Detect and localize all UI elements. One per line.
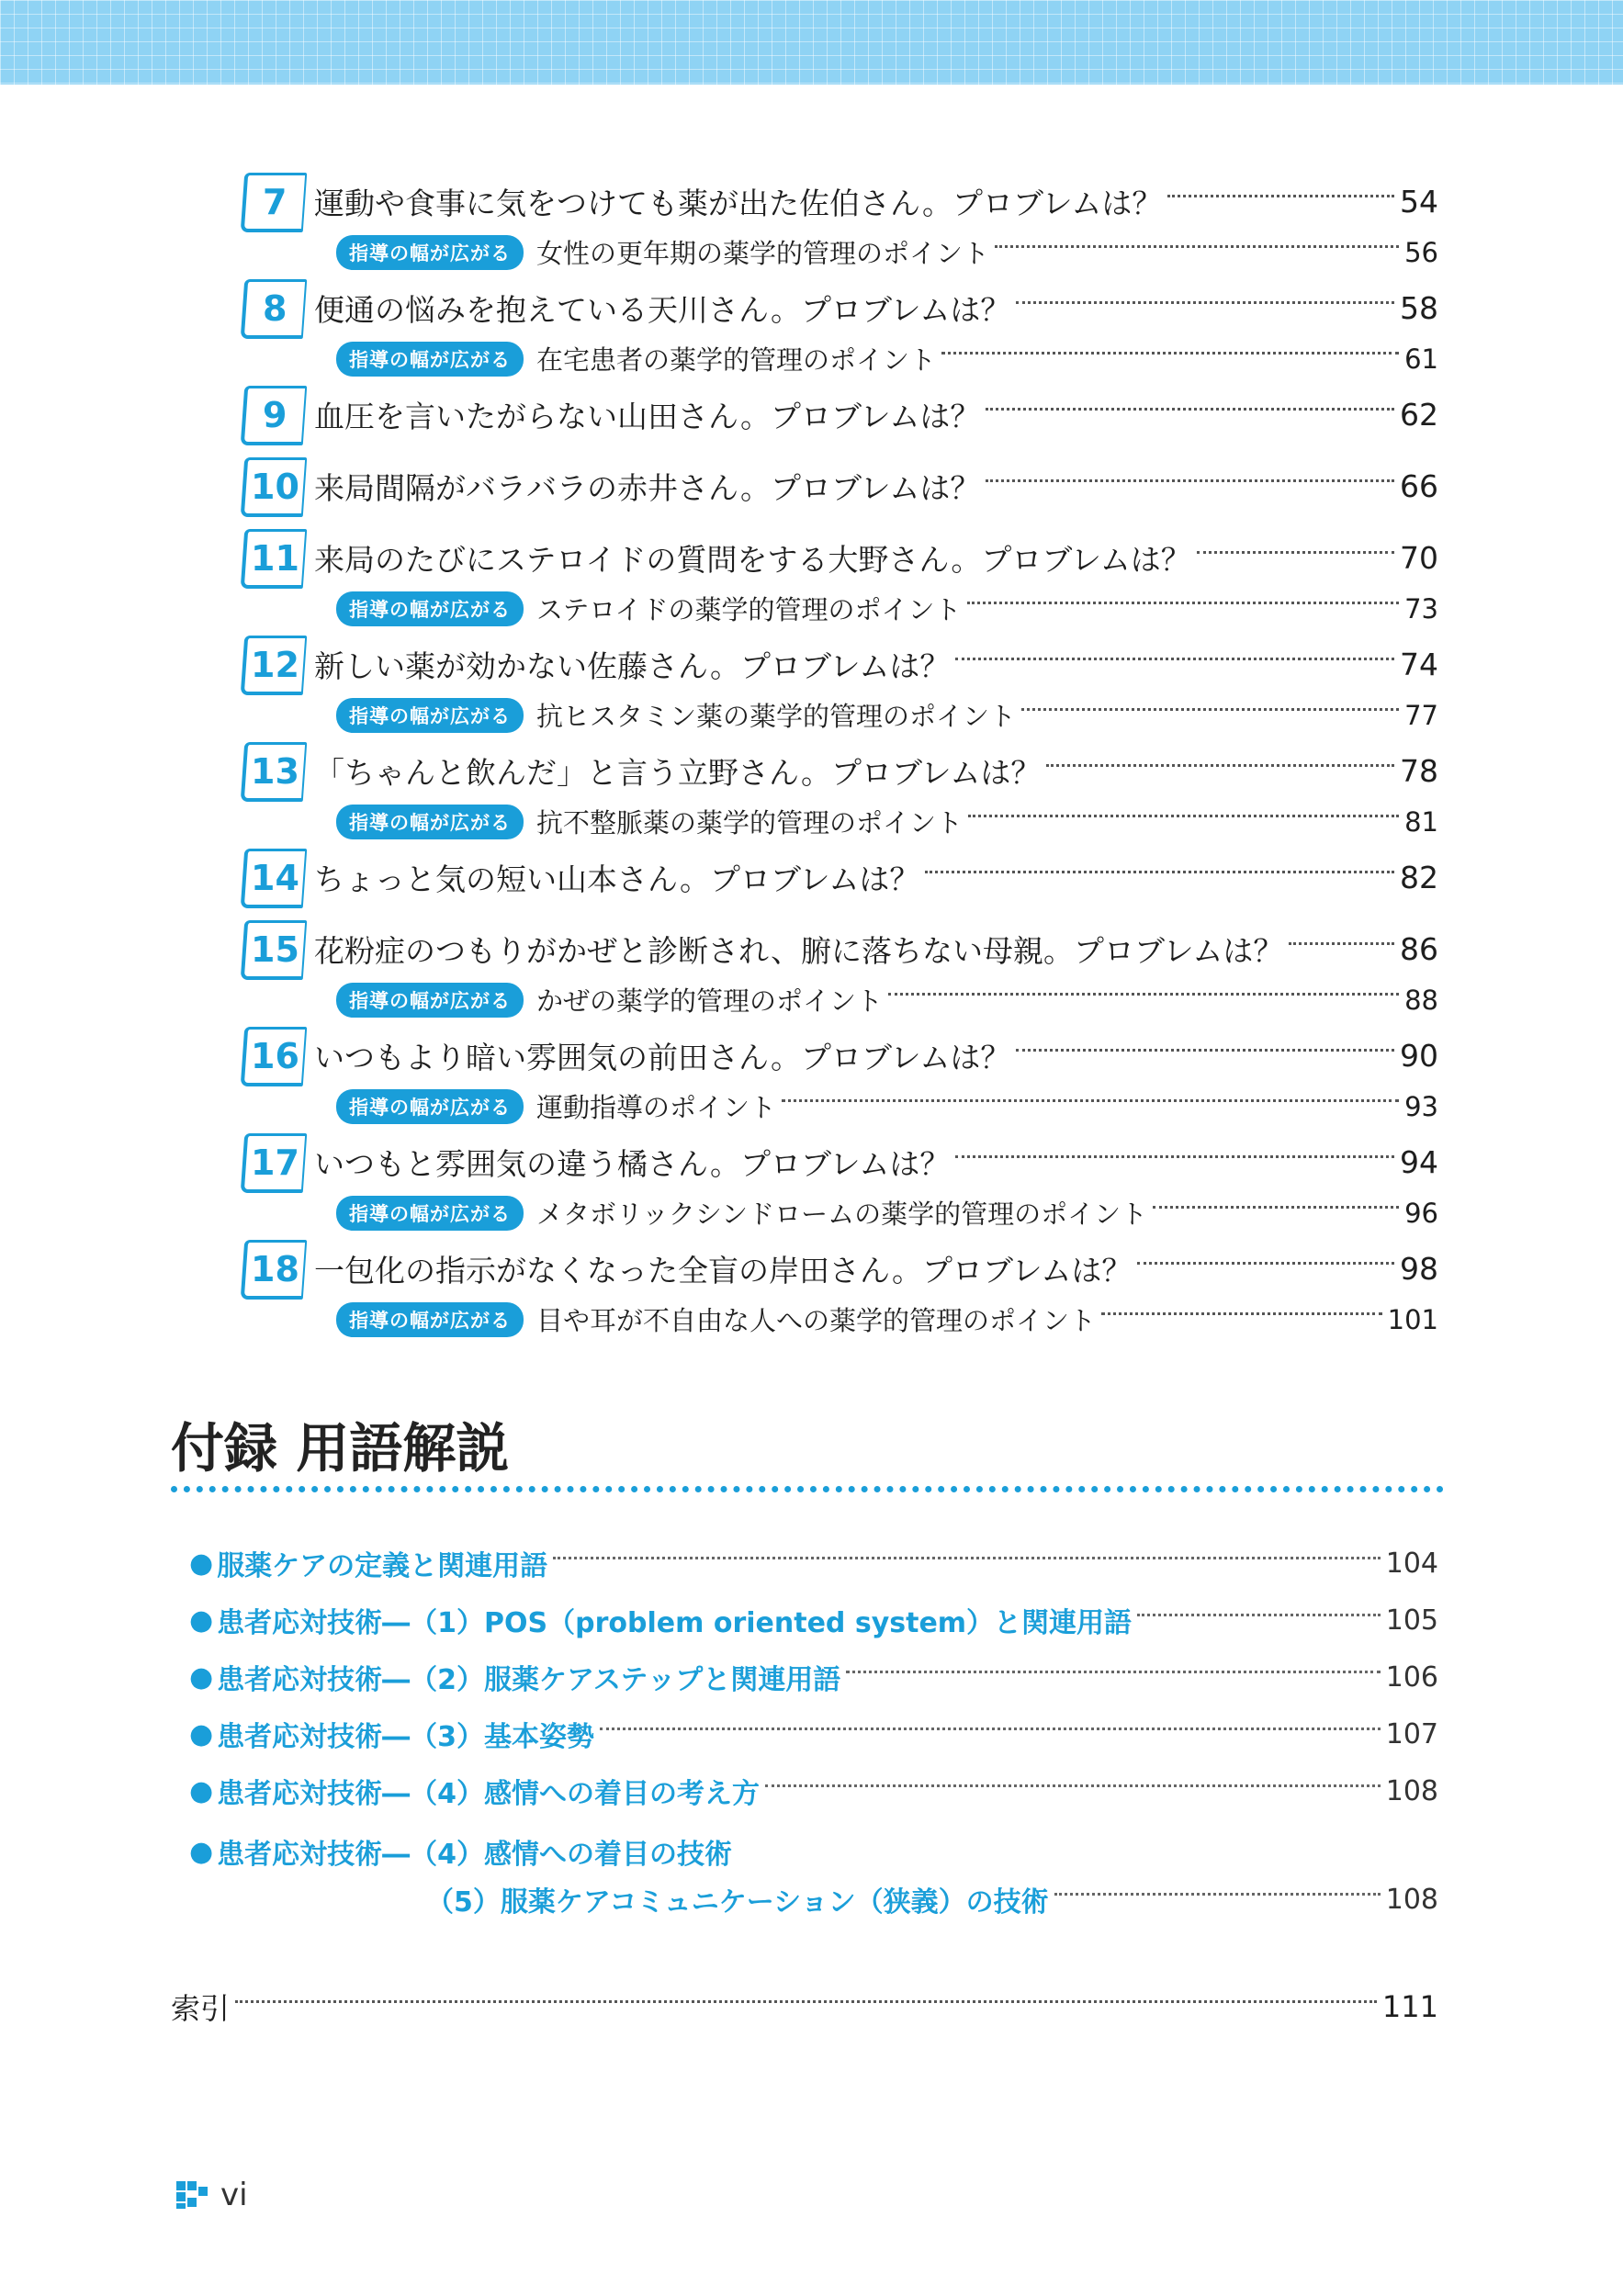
appendix-entry[interactable] — [189, 1714, 1438, 1754]
page-number: 66 — [1400, 468, 1438, 504]
chapter-title: いつもと雰囲気の違う橘さん。プロブレムは？ — [314, 1146, 951, 1182]
chapter-number-badge — [241, 1027, 308, 1086]
chapter-number: 8 — [262, 288, 287, 329]
subentry-title: ステロイドの薬学的管理のポイント — [536, 594, 962, 625]
chapter-title: 血圧を言いたがらない山田さん。プロブレムは？ — [314, 399, 981, 434]
chapter-number: 18 — [250, 1249, 299, 1289]
appendix-entry[interactable] — [189, 1771, 1438, 1811]
index-entry[interactable] — [171, 1986, 1438, 2028]
leader-dots — [846, 1671, 1380, 1673]
chapter-title: いつもより暗い雰囲気の前田さん。プロブレムは？ — [314, 1040, 1011, 1075]
chapter-number: 14 — [250, 858, 299, 898]
chapter-number: 9 — [262, 395, 287, 435]
subentry-title: かぜの薬学的管理のポイント — [536, 985, 884, 1017]
leader-dots — [1016, 1049, 1394, 1052]
leader-dots — [1167, 195, 1394, 197]
bullet-icon: ● — [189, 1660, 214, 1694]
page-number: 108 — [1385, 1774, 1438, 1807]
page-number-footer: vi — [220, 2177, 248, 2213]
chapter-number: 15 — [250, 929, 299, 970]
chapter-title: 来局間隔がバラバラの赤井さん。プロブレムは？ — [314, 470, 981, 506]
chapter-title: 便通の悩みを抱えている天川さん。プロブレムは？ — [314, 292, 1011, 328]
leader-dots — [1137, 1262, 1394, 1265]
page-number: 54 — [1400, 184, 1438, 219]
page-number: 78 — [1400, 753, 1438, 789]
appendix-entry[interactable] — [189, 1657, 1438, 1697]
leader-dots — [955, 1155, 1394, 1158]
page-number: 56 — [1404, 236, 1438, 268]
subentry-title: 抗ヒスタミン薬の薬学的管理のポイント — [536, 701, 1017, 732]
toc-entry[interactable] — [314, 856, 1438, 899]
page-number: 90 — [1400, 1038, 1438, 1074]
toc-subentry[interactable] — [336, 1194, 1438, 1232]
tag-badge: 指導の幅が広がる — [336, 591, 524, 626]
leader-dots — [986, 408, 1394, 411]
page-number: 62 — [1400, 397, 1438, 433]
page-number: 93 — [1404, 1090, 1438, 1122]
leader-dots — [967, 602, 1400, 604]
page-number: 73 — [1404, 592, 1438, 625]
chapter-title: 運動や食事に気をつけても薬が出た佐伯さん。プロブレムは？ — [314, 186, 1163, 221]
leader-dots — [765, 1784, 1381, 1787]
page-number: 94 — [1400, 1144, 1438, 1180]
page-number: 82 — [1400, 860, 1438, 895]
page-number: 77 — [1404, 699, 1438, 731]
tag-badge: 指導の幅が広がる — [336, 983, 524, 1018]
tag-badge: 指導の幅が広がる — [336, 805, 524, 839]
appendix-entry-title: 患者応対技術―（4）感情への着目の考え方 — [217, 1778, 761, 1810]
leader-dots — [600, 1728, 1381, 1730]
chapter-number: 13 — [250, 751, 299, 792]
leader-dots — [1137, 1614, 1381, 1616]
appendix-divider — [171, 1486, 1444, 1492]
subentry-title: 運動指導のポイント — [536, 1092, 777, 1123]
toc-subentry[interactable] — [336, 1087, 1438, 1125]
toc-subentry[interactable] — [336, 981, 1438, 1019]
page-number: 111 — [1381, 1989, 1438, 2024]
toc-subentry[interactable] — [336, 590, 1438, 627]
leader-dots — [553, 1557, 1381, 1559]
subentry-title: 女性の更年期の薬学的管理のポイント — [536, 238, 990, 269]
leader-dots — [235, 2000, 1377, 2003]
appendix-entry-title: 患者応対技術―（4）感情への着目の技術 — [217, 1839, 733, 1871]
toc-subentry[interactable] — [336, 696, 1438, 734]
chapter-number-badge — [241, 1240, 308, 1300]
page-footer — [176, 2177, 248, 2213]
page-number: 74 — [1400, 647, 1438, 682]
page-number: 106 — [1385, 1660, 1438, 1694]
toc-entry[interactable] — [314, 287, 1438, 330]
page-number: 86 — [1400, 931, 1438, 967]
subentry-title: メタボリックシンドロームの薬学的管理のポイント — [536, 1199, 1148, 1230]
leader-dots — [986, 479, 1394, 482]
leader-dots — [1046, 764, 1394, 767]
toc-entry[interactable] — [314, 928, 1438, 971]
page-number: 81 — [1404, 805, 1438, 838]
bullet-icon: ● — [189, 1717, 214, 1750]
header-band — [0, 0, 1623, 84]
subentry-title: 抗不整脈薬の薬学的管理のポイント — [536, 807, 964, 838]
tag-badge: 指導の幅が広がる — [336, 1089, 524, 1124]
chapter-title: 花粉症のつもりがかぜと診断され、腑に落ちない母親。プロブレムは？ — [314, 933, 1284, 969]
toc-entry[interactable] — [314, 1141, 1438, 1184]
toc-subentry[interactable] — [336, 803, 1438, 840]
chapter-number-badge — [241, 457, 308, 517]
appendix-entry-title: 服薬ケアの定義と関連用語 — [217, 1550, 548, 1582]
chapter-number: 17 — [250, 1142, 299, 1183]
toc-entry[interactable] — [314, 465, 1438, 508]
leader-dots — [1021, 708, 1399, 711]
chapter-number: 11 — [250, 538, 299, 579]
leader-dots — [1016, 301, 1394, 304]
appendix-entry-title: 患者応対技術―（2）服薬ケアステップと関連用語 — [217, 1664, 841, 1696]
page-number: 104 — [1385, 1547, 1438, 1580]
tag-badge: 指導の幅が広がる — [336, 1302, 524, 1337]
index-title: 索引 — [171, 1991, 231, 2026]
appendix-entry-continuation[interactable] — [426, 1879, 1438, 1919]
subentry-title: 目や耳が不自由な人への薬学的管理のポイント — [536, 1305, 1097, 1336]
leader-dots — [888, 993, 1399, 996]
chapter-number-badge — [241, 849, 308, 908]
appendix-entry-title: （5）服薬ケアコミュニケーション（狭義）の技術 — [426, 1886, 1049, 1919]
chapter-number-badge — [241, 173, 308, 232]
leader-dots — [925, 871, 1394, 873]
leader-dots — [968, 815, 1399, 817]
page-number: 61 — [1404, 343, 1438, 375]
appendix-entry[interactable] — [189, 1600, 1438, 1640]
chapter-title: 新しい薬が効かない佐藤さん。プロブレムは？ — [314, 648, 951, 684]
chapter-title: 来局のたびにステロイドの質問をする大野さん。プロブレムは？ — [314, 542, 1191, 578]
tag-badge: 指導の幅が広がる — [336, 235, 524, 270]
leader-dots — [1101, 1312, 1382, 1315]
bullet-icon: ● — [189, 1835, 214, 1868]
leader-dots — [1054, 1893, 1381, 1896]
leader-dots — [995, 245, 1399, 248]
bullet-icon: ● — [189, 1547, 214, 1580]
leader-dots — [782, 1099, 1399, 1102]
bullet-icon: ● — [189, 1604, 214, 1637]
toc-subentry[interactable] — [336, 340, 1438, 377]
toc-entry[interactable] — [314, 536, 1438, 580]
chapter-number-badge — [241, 742, 308, 802]
toc-entry[interactable] — [314, 180, 1438, 223]
chapter-number: 16 — [250, 1036, 299, 1076]
toc-entry[interactable] — [314, 749, 1438, 793]
page-number: 88 — [1404, 984, 1438, 1016]
bullet-icon: ● — [189, 1774, 214, 1807]
chapter-number-badge — [241, 920, 308, 980]
appendix-entry[interactable] — [189, 1543, 1438, 1583]
chapter-number: 10 — [250, 467, 299, 507]
appendix-entry-title: 患者応対技術―（1）POS（problem oriented system）と関連用語 — [217, 1607, 1133, 1639]
leader-dots — [1197, 551, 1394, 554]
chapter-number-badge — [241, 386, 308, 445]
leader-dots — [1289, 942, 1394, 945]
toc-subentry[interactable] — [336, 1300, 1438, 1338]
page-number: 98 — [1400, 1251, 1438, 1287]
tag-badge: 指導の幅が広がる — [336, 698, 524, 733]
chapter-number-badge — [241, 279, 308, 339]
chapter-title: ちょっと気の短い山本さん。プロブレムは？ — [314, 861, 920, 897]
page-number: 108 — [1385, 1883, 1438, 1916]
tag-badge: 指導の幅が広がる — [336, 1196, 524, 1231]
grid-squares-icon — [176, 2181, 208, 2209]
chapter-number-badge — [241, 1133, 308, 1193]
leader-dots — [1153, 1206, 1399, 1209]
page-number: 58 — [1400, 290, 1438, 326]
appendix-entry[interactable] — [189, 1831, 1438, 1872]
toc-entry[interactable] — [314, 1034, 1438, 1077]
toc-entry[interactable] — [314, 393, 1438, 436]
chapter-number: 12 — [250, 645, 299, 685]
chapter-title: 一包化の指示がなくなった全盲の岸田さん。プロブレムは？ — [314, 1253, 1133, 1289]
chapter-number-badge — [241, 636, 308, 695]
page-number: 96 — [1404, 1197, 1438, 1229]
chapter-title: 「ちゃんと飲んだ」と言う立野さん。プロブレムは？ — [314, 755, 1042, 791]
page-number: 107 — [1385, 1717, 1438, 1750]
toc-subentry[interactable] — [336, 233, 1438, 271]
page-number: 101 — [1387, 1303, 1438, 1335]
chapter-number-badge — [241, 529, 308, 589]
toc-entry[interactable] — [314, 643, 1438, 686]
tag-badge: 指導の幅が広がる — [336, 342, 524, 377]
leader-dots — [955, 658, 1394, 660]
appendix-heading: 付録 用語解説 — [171, 1417, 510, 1480]
leader-dots — [941, 352, 1399, 355]
appendix-entry-title: 患者応対技術―（3）基本姿勢 — [217, 1721, 595, 1753]
page-number: 105 — [1385, 1604, 1438, 1637]
subentry-title: 在宅患者の薬学的管理のポイント — [536, 344, 937, 376]
toc-entry[interactable] — [314, 1247, 1438, 1290]
page-number: 70 — [1400, 540, 1438, 576]
chapter-number: 7 — [262, 182, 287, 222]
